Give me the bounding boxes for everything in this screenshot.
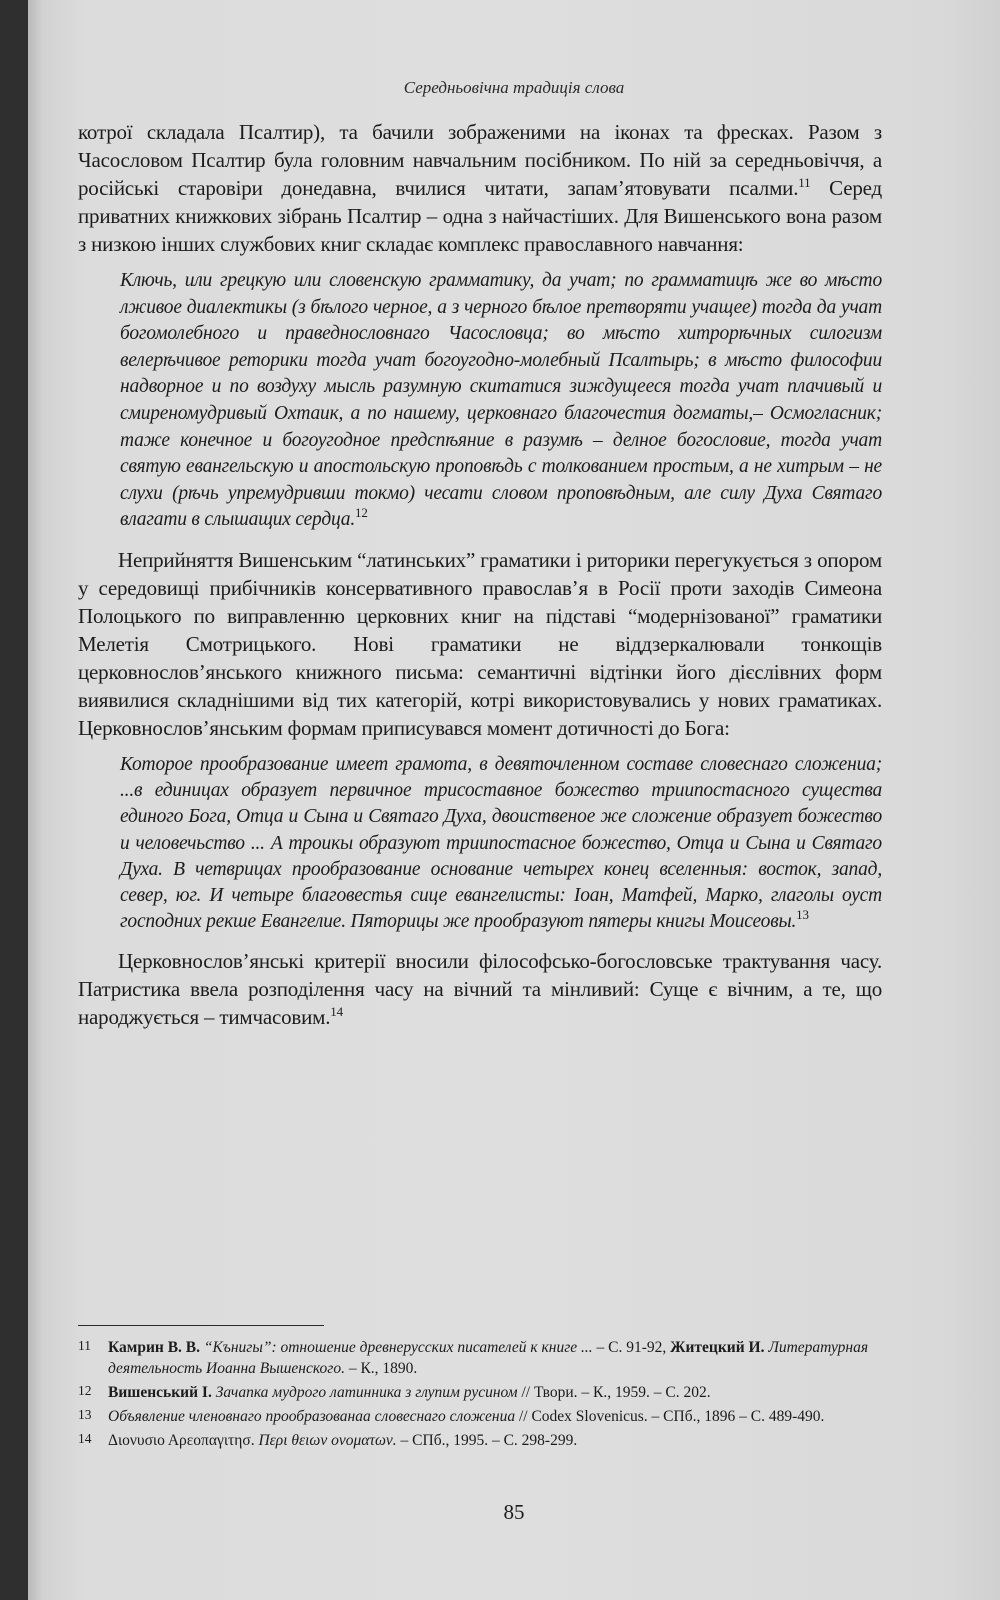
footnote-title: Περι θειων ονοματων.	[258, 1432, 397, 1449]
paragraph-2: Неприйняття Вишенським “латинських” граматики і риторики перегукується з опором у середовищі прибічників консервативного православ’я в Росії проти заходів Симеона Полоцького по виправленню церковних книг на підставі “модернізованої” граматики Мелетія Смотрицького. Нові граматики не віддзеркалювали тонкощів церковнослов’янського книжного письма: семантичні відтінки його дієслівних форм виявилися складнішими від тих категорій, котрі використовувались у нових граматиках. Церковнослов’янським формам приписувався момент дотичності до Бога:	[78, 547, 882, 740]
footnote-tail-2: – К., 1890.	[344, 1360, 418, 1377]
footnote-11	[78, 1337, 908, 1379]
footnote-number: 11	[78, 1338, 91, 1353]
footnote-author: Διονυσιο Αρεοπαγιτησ.	[108, 1432, 255, 1449]
footnote-tail: – С. 91-92,	[592, 1339, 667, 1356]
book-page	[28, 0, 1000, 1600]
footnote-rule	[78, 1325, 324, 1326]
footnote-author: Вишенський І.	[108, 1384, 212, 1401]
footnote-author-2: Житецкий И.	[670, 1339, 765, 1356]
footnote-title: Зачапка мудрого латинника з глупим русином	[215, 1384, 518, 1401]
quote-block-1	[120, 268, 882, 534]
footnotes	[78, 1337, 908, 1454]
footnote-14	[78, 1430, 908, 1451]
footnote-number: 13	[78, 1407, 92, 1422]
quote-2-text: Которое прообразование имеет грамота, в девяточленном составе словеснаго сложениа; ...в единицах образует первичное трисоставное божество триипостасного существа единого Бога, Отца и Сына и Святаго Духа, двоиственое же сложение образует божество и человечьство ... А троикы образуют триипостасное божество, Отца и Сына и Святаго Духа. В четврицах прообразование основание четырех конец вселенныя: восток, запад, север, юг. И четыре благовестья сице евангелисты: Іоан, Матфей, Марко, глаголы оуст господних рекше Евангелие. Пяторицы же прообразуют пятеры книгы Моисеовы.	[120, 753, 882, 933]
paragraph-1-text: котрої складала Псалтир), та бачили зображеними на іконах та фресках. Разом з Часословом Псалтир була головним навчальним посібником. По ній за середньовіччя, а російські старовіри донедавна, вчилися читати, запам’ятовувати псалми.	[78, 120, 882, 200]
footnote-12	[78, 1382, 908, 1403]
footnote-tail: // Твори. – К., 1959. – С. 202.	[517, 1384, 711, 1401]
footnote-title: “Кънигы”: отношение древнерусских писателей к книге ...	[203, 1339, 593, 1356]
footnote-ref-14[interactable]: 14	[330, 1004, 343, 1020]
footnote-number: 12	[78, 1383, 92, 1398]
running-head: Середньовічна традиція слова	[403, 78, 625, 97]
footnote-13	[78, 1406, 908, 1427]
footnote-title-2: Литературная деятельность Иоанна Вышенского.	[108, 1339, 869, 1377]
footnote-author: Камрин В. В.	[108, 1339, 201, 1356]
page-number: 85	[503, 1500, 525, 1524]
footnote-ref-12[interactable]: 12	[355, 505, 368, 521]
quote-2	[120, 752, 882, 935]
main-text	[78, 118, 882, 1031]
footnote-title: Объявление членовнаго прообразованаа словеснаго сложениа	[108, 1408, 516, 1425]
quote-1	[120, 268, 882, 534]
paragraph-3-text: Церковнослов’янські критерії вносили філософсько-богословське трактування часу. Патристика ввела розподілення часу на вічний та мінливий: Суще є вічним, а те, що народжується – тимчасовим.	[78, 949, 882, 1030]
footnote-ref-13[interactable]: 13	[796, 907, 809, 923]
paragraph-1	[78, 118, 882, 258]
paragraph-3	[78, 947, 882, 1031]
quote-block-2	[120, 752, 882, 935]
quote-1-text: Ключь, или грецкую или словенскую грамматику, да учат; по грамматицѣ же во мѣсто лживое диалектикы (з бѣлого черное, а з черного бѣлое претворяти учащее) тогда да учат богомолебного и праведнословнаго Часословца; во мѣсто хитрорѣчных силогизм велерѣчивое реторики тогда учат богоугодно-молебный Псалтырь; в мѣсто философии надворное и по воздуху мысль разумную скитатися зиждущееся тогда учат плачивый и смиреномудривый Охтаик, а по нашему, церковнаго благочестия догматы,– Осмогласник; таже конечное и богоугодное предспѣяние в разумѣ – делное богословие, тогда учат святую евангельскую и апостольскую проповѣдь с толкованием простым, а не хитрым – не слухи (рѣчь упремудривши токмо) чесати словом проповѣдным, але силу Духа Святаго влагати в слышащих сердца.	[120, 270, 882, 531]
footnote-ref-11[interactable]: 11	[798, 175, 811, 190]
footnote-tail: // Codex Slovenicus. – СПб., 1896 – С. 489-490.	[515, 1408, 825, 1425]
footnote-number: 14	[78, 1431, 92, 1446]
footnote-tail: – СПб., 1995. – С. 298-299.	[396, 1432, 578, 1449]
paragraph-1-end: Серед приватних книжкових зібрань Псалтир – одна з найчастіших. Для Вишенського вона разом з низкою інших службових книг складає комплекс православного навчання:	[78, 176, 882, 256]
